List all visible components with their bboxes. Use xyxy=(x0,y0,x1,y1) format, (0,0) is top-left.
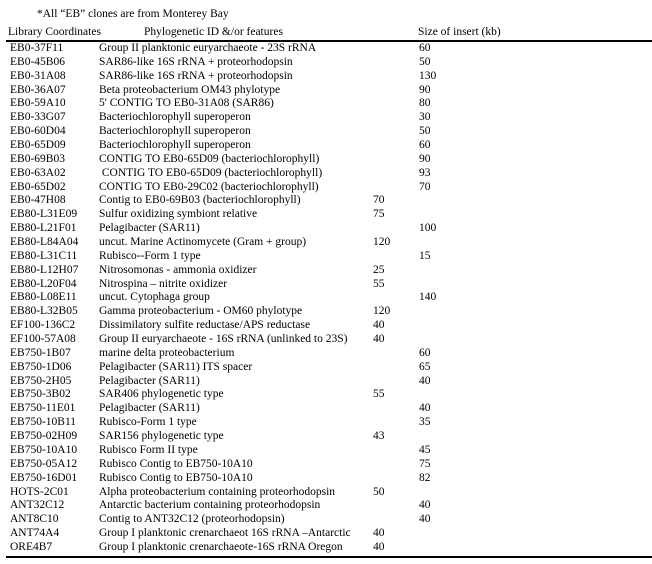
phylogenetic-id-cell: Group I planktonic crenarchaeot 16S rRNA –Antarctic xyxy=(99,527,351,540)
phylogenetic-id-cell: marine delta proteobacterium xyxy=(99,346,235,359)
phylogenetic-id-cell: Bacteriochlorophyll superoperon xyxy=(99,111,251,124)
insert-size-cell: 45 xyxy=(419,443,431,456)
library-coordinate-cell: EB80-L21F01 xyxy=(10,222,77,235)
phylogenetic-id-cell: SAR86-like 16S rRNA + proteorhodopsin xyxy=(99,55,293,68)
insert-size-cell: 65 xyxy=(419,360,431,373)
table-row xyxy=(0,430,652,444)
table-row xyxy=(0,416,652,430)
library-coordinate-cell: EB0-33G07 xyxy=(10,111,66,124)
library-coordinate-cell: EB0-63A02 xyxy=(10,166,66,179)
insert-size-cell: 50 xyxy=(419,125,431,138)
insert-size-cell: 40 xyxy=(419,499,431,512)
library-coordinate-cell: HOTS-2C01 xyxy=(10,485,69,498)
library-coordinate-cell: EB0-47H08 xyxy=(10,194,66,207)
table-row xyxy=(0,541,652,555)
insert-size-cell: 50 xyxy=(373,485,385,498)
phylogenetic-id-cell: SAR86-like 16S rRNA + proteorhodopsin xyxy=(99,69,293,82)
library-coordinate-cell: EF100-57A08 xyxy=(10,333,76,346)
insert-size-cell: 70 xyxy=(373,194,385,207)
phylogenetic-id-cell: Pelagibacter (SAR11) xyxy=(99,222,200,235)
column-header-insert-size: Size of insert (kb) xyxy=(418,26,501,38)
insert-size-cell: 75 xyxy=(419,457,431,470)
table-row xyxy=(0,194,652,208)
phylogenetic-id-cell: Contig to EB0-69B03 (bacteriochlorophyll) xyxy=(99,194,301,207)
phylogenetic-id-cell: CONTIG TO EB0-65D09 (bacteriochlorophyll) xyxy=(99,152,320,165)
library-coordinate-cell: EB750-10A10 xyxy=(10,443,78,456)
phylogenetic-id-cell: Sulfur oxidizing symbiont relative xyxy=(99,208,258,221)
library-coordinate-cell: EB750-11E01 xyxy=(10,402,76,415)
library-coordinate-cell: EB750-1B07 xyxy=(10,346,71,359)
table-row xyxy=(0,472,652,486)
phylogenetic-id-cell: Antarctic bacterium containing proteorhodopsin xyxy=(99,499,321,512)
insert-size-cell: 40 xyxy=(373,333,385,346)
library-coordinate-cell: EB80-L31E09 xyxy=(10,208,78,221)
insert-size-cell: 30 xyxy=(419,111,431,124)
table-row xyxy=(0,513,652,527)
insert-size-cell: 82 xyxy=(419,471,431,484)
table-row xyxy=(0,278,652,292)
library-coordinate-cell: EB750-1D06 xyxy=(10,360,72,373)
phylogenetic-id-cell: Group II planktonic euryarchaeote - 23S rRNA xyxy=(99,42,317,54)
library-coordinate-cell: EB750-16D01 xyxy=(10,471,78,484)
library-coordinate-cell: EB80-L84A04 xyxy=(10,236,79,249)
insert-size-cell: 60 xyxy=(419,139,431,152)
insert-size-cell: 55 xyxy=(373,388,385,401)
table-row xyxy=(0,458,652,472)
library-coordinate-cell: EB750-2H05 xyxy=(10,374,72,387)
table-row xyxy=(0,70,652,84)
library-coordinate-cell: EB80-L31C11 xyxy=(10,249,78,262)
phylogenetic-id-cell: Pelagibacter (SAR11) xyxy=(99,374,200,387)
insert-size-cell: 120 xyxy=(373,305,391,318)
phylogenetic-id-cell: SAR156 phylogenetic type xyxy=(99,430,224,443)
table-rows xyxy=(0,42,652,555)
table-row xyxy=(0,319,652,333)
library-coordinate-cell: EB0-60D04 xyxy=(10,125,66,138)
insert-size-cell: 90 xyxy=(419,83,431,96)
table-row xyxy=(0,444,652,458)
insert-size-cell: 100 xyxy=(419,222,437,235)
insert-size-cell: 40 xyxy=(419,374,431,387)
phylogenetic-id-cell: Nitrosomonas - ammonia oxidizer xyxy=(99,263,257,276)
table-row xyxy=(0,84,652,98)
column-header-phylogenetic-id: Phylogenetic ID &/or features xyxy=(144,26,283,38)
phylogenetic-id-cell: Pelagibacter (SAR11) xyxy=(99,402,200,415)
insert-size-cell: 90 xyxy=(419,152,431,165)
phylogenetic-id-cell: Nitrospina – nitrite oxidizer xyxy=(99,277,228,290)
insert-size-cell: 43 xyxy=(373,430,385,443)
library-coordinate-cell: ANT74A4 xyxy=(10,527,60,540)
phylogenetic-id-cell: 5' CONTIG TO EB0-31A08 (SAR86) xyxy=(99,97,274,110)
library-coordinate-cell: EB0-59A10 xyxy=(10,97,66,110)
table-row xyxy=(0,208,652,222)
table-caption: *All “EB” clones are from Monterey Bay xyxy=(37,8,229,20)
phylogenetic-id-cell: CONTIG TO EB0-29C02 (bacteriochlorophyll) xyxy=(99,180,319,193)
insert-size-cell: 40 xyxy=(373,540,385,553)
table-row xyxy=(0,181,652,195)
phylogenetic-id-cell: Group II euryarchaeote - 16S rRNA (unlinked to 23S) xyxy=(99,333,348,346)
phylogenetic-id-cell: Dissimilatory sulfite reductase/APS reductase xyxy=(99,319,311,332)
phylogenetic-id-cell: uncut. Marine Actinomycete (Gram + group) xyxy=(99,236,307,249)
library-coordinate-cell: EB0-36A07 xyxy=(10,83,66,96)
table-row xyxy=(0,291,652,305)
table-row xyxy=(0,153,652,167)
insert-size-cell: 40 xyxy=(373,319,385,332)
library-coordinate-cell: EB80-L08E11 xyxy=(10,291,77,304)
phylogenetic-id-cell: Alpha proteobacterium containing proteorhodopsin xyxy=(99,485,336,498)
phylogenetic-id-cell: Bacteriochlorophyll superoperon xyxy=(99,139,251,152)
library-coordinate-cell: EB0-31A08 xyxy=(10,69,66,82)
library-coordinate-cell: EB0-45B06 xyxy=(10,55,65,68)
library-coordinate-cell: EB80-L12H07 xyxy=(10,263,79,276)
table-row xyxy=(0,527,652,541)
phylogenetic-id-cell: Pelagibacter (SAR11) ITS spacer xyxy=(99,360,253,373)
phylogenetic-id-cell: Gamma proteobacterium - OM60 phylotype xyxy=(99,305,303,318)
library-coordinate-cell: EB0-69B03 xyxy=(10,152,65,165)
insert-size-cell: 75 xyxy=(373,208,385,221)
phylogenetic-id-cell: Beta proteobacterium OM43 phylotype xyxy=(99,83,281,96)
table-row xyxy=(0,361,652,375)
library-coordinate-cell: EB750-05A12 xyxy=(10,457,78,470)
phylogenetic-id-cell: Rubisco-Form 1 type xyxy=(99,416,197,429)
insert-size-cell: 130 xyxy=(419,69,437,82)
table-row xyxy=(0,486,652,500)
table-row xyxy=(0,222,652,236)
phylogenetic-id-cell: uncut. Cytophaga group xyxy=(99,291,210,304)
phylogenetic-id-cell: Group I planktonic crenarchaeote-16S rRNA Oregon xyxy=(99,540,343,553)
table-row xyxy=(0,111,652,125)
table-row xyxy=(0,402,652,416)
table-row xyxy=(0,56,652,70)
library-coordinate-cell: EB80-L32B05 xyxy=(10,305,78,318)
insert-size-cell: 70 xyxy=(419,180,431,193)
table-row xyxy=(0,236,652,250)
library-coordinate-cell: EB80-L20F04 xyxy=(10,277,77,290)
table-row xyxy=(0,375,652,389)
insert-size-cell: 40 xyxy=(419,402,431,415)
table-row xyxy=(0,388,652,402)
insert-size-cell: 93 xyxy=(419,166,431,179)
insert-size-cell: 60 xyxy=(419,42,431,54)
insert-size-cell: 40 xyxy=(419,513,431,526)
insert-size-cell: 50 xyxy=(419,55,431,68)
table-bottom-line xyxy=(6,556,652,558)
table-row xyxy=(0,139,652,153)
table-row xyxy=(0,305,652,319)
library-coordinate-cell: EB0-37F11 xyxy=(10,42,64,54)
table-row xyxy=(0,125,652,139)
insert-size-cell: 15 xyxy=(419,249,431,262)
insert-size-cell: 25 xyxy=(373,263,385,276)
insert-size-cell: 60 xyxy=(419,346,431,359)
library-coordinate-cell: EB750-3B02 xyxy=(10,388,71,401)
library-coordinate-cell: EF100-136C2 xyxy=(10,319,76,332)
phylogenetic-id-cell: Rubisco Form II type xyxy=(99,443,198,456)
phylogenetic-id-cell: Rubisco Contig to EB750-10A10 xyxy=(99,471,253,484)
phylogenetic-id-cell: Contig to ANT32C12 (proteorhodopsin) xyxy=(99,513,285,526)
insert-size-cell: 40 xyxy=(373,527,385,540)
table-row xyxy=(0,499,652,513)
phylogenetic-id-cell: CONTIG TO EB0-65D09 (bacteriochlorophyll) xyxy=(99,166,323,179)
library-coordinate-cell: ANT8C10 xyxy=(10,513,59,526)
library-coordinate-cell: ORE4B7 xyxy=(10,540,53,553)
insert-size-cell: 140 xyxy=(419,291,437,304)
column-header-library-coordinates: Library Coordinates xyxy=(8,26,101,38)
table-row xyxy=(0,167,652,181)
library-coordinate-cell: EB0-65D02 xyxy=(10,180,66,193)
library-coordinate-cell: EB0-65D09 xyxy=(10,139,66,152)
table-row xyxy=(0,42,652,56)
insert-size-cell: 80 xyxy=(419,97,431,110)
library-coordinate-cell: EB750-02H09 xyxy=(10,430,78,443)
phylogenetic-id-cell: Bacteriochlorophyll superoperon xyxy=(99,125,251,138)
library-coordinate-cell: ANT32C12 xyxy=(10,499,65,512)
table-row xyxy=(0,97,652,111)
library-coordinate-cell: EB750-10B11 xyxy=(10,416,77,429)
table-row xyxy=(0,250,652,264)
insert-size-cell: 35 xyxy=(419,416,431,429)
insert-size-cell: 120 xyxy=(373,236,391,249)
phylogenetic-id-cell: SAR406 phylogenetic type xyxy=(99,388,224,401)
table-row xyxy=(0,264,652,278)
table-row xyxy=(0,333,652,347)
insert-size-cell: 55 xyxy=(373,277,385,290)
phylogenetic-id-cell: Rubisco Contig to EB750-10A10 xyxy=(99,457,253,470)
phylogenetic-id-cell: Rubisco--Form 1 type xyxy=(99,249,201,262)
table-row xyxy=(0,347,652,361)
